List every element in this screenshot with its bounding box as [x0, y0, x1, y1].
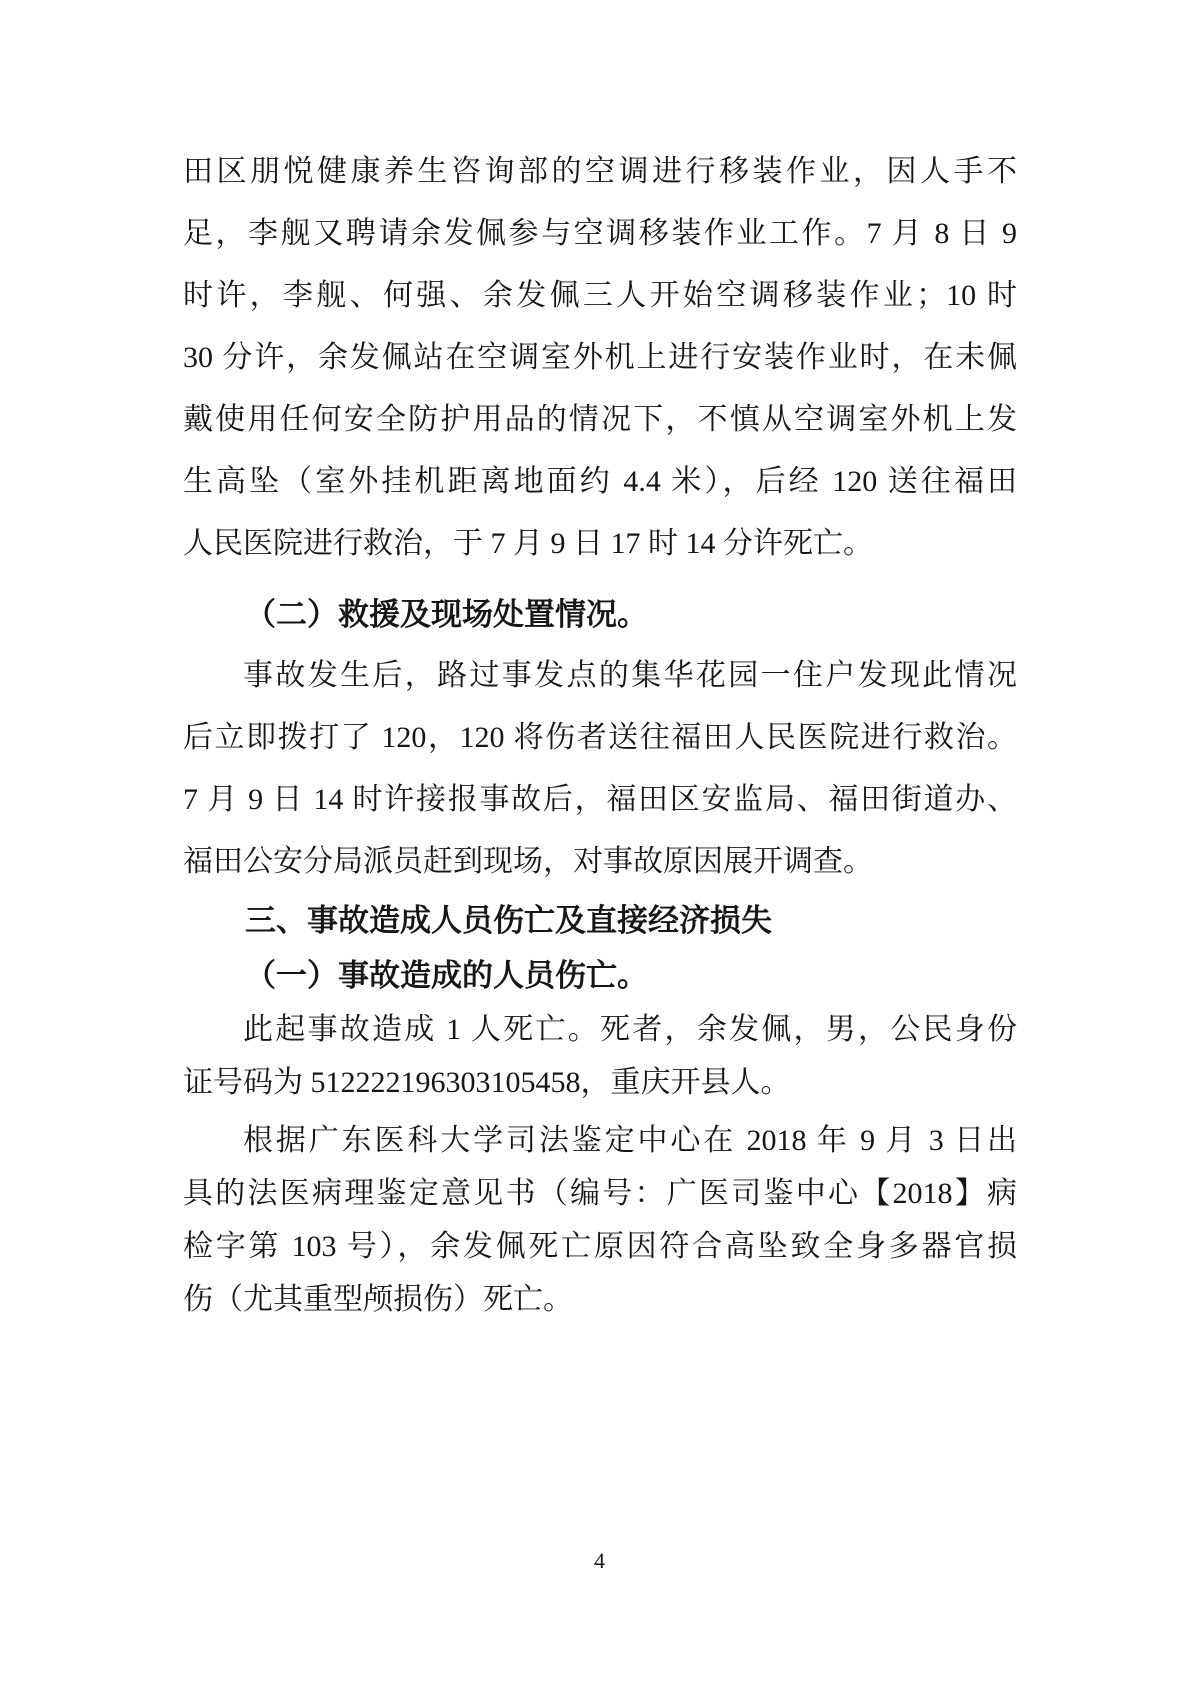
text-line: 生高坠（室外挂机距离地面约 4.4 米），后经 120 送往福田: [183, 465, 1017, 498]
text-line: 伤（尤其重型颅损伤）死亡。: [183, 1283, 573, 1316]
section-heading: [183, 948, 1017, 1003]
text-line: 田区朋悦健康养生咨询部的空调进行移装作业，因人手不: [183, 155, 1017, 188]
text-line: 福田公安分局派员赶到现场，对事故原因展开调查。: [183, 845, 873, 878]
section-heading: [183, 585, 1017, 645]
document-content: [183, 141, 1017, 1326]
paragraph: [183, 645, 1017, 893]
text-line: 戴使用任何安全防护用品的情况下，不慎从空调室外机上发: [183, 403, 1017, 436]
paragraph: [183, 141, 1017, 575]
text-line: 此起事故造成 1 人死亡。死者，余发佩，男，公民身份: [243, 1013, 1017, 1046]
paragraph: [183, 1114, 1017, 1326]
section-heading: [183, 893, 1017, 948]
text-line: （二）救援及现场处置情况。: [245, 597, 648, 632]
page-number: 4: [594, 1548, 605, 1573]
text-line: 时许，李舰、何强、余发佩三人开始空调移装作业；10 时: [183, 279, 1017, 312]
text-line: 人民医院进行救治，于 7 月 9 日 17 时 14 分许死亡。: [183, 527, 873, 560]
text-line: 证号码为 512222196303105458，重庆开县人。: [183, 1066, 791, 1099]
text-line: 根据广东医科大学司法鉴定中心在 2018 年 9 月 3 日出: [243, 1124, 1017, 1157]
page-footer: [0, 1548, 1199, 1574]
text-line: 足，李舰又聘请余发佩参与空调移装作业工作。7 月 8 日 9: [183, 217, 1017, 250]
text-line: 后立即拨打了 120，120 将伤者送往福田人民医院进行救治。: [183, 721, 1017, 754]
text-line: （一）事故造成的人员伤亡。: [245, 958, 648, 993]
text-line: 具的法医病理鉴定意见书（编号：广医司鉴中心【2018】病: [183, 1177, 1017, 1210]
paragraph: [183, 1003, 1017, 1109]
text-line: 30 分许，余发佩站在空调室外机上进行安装作业时，在未佩: [183, 341, 1017, 374]
text-line: 事故发生后，路过事发点的集华花园一住户发现此情况: [243, 659, 1017, 692]
text-line: 三、事故造成人员伤亡及直接经济损失: [245, 903, 772, 938]
text-line: 7 月 9 日 14 时许接报事故后，福田区安监局、福田街道办、: [183, 783, 1017, 816]
text-line: 检字第 103 号），余发佩死亡原因符合高坠致全身多器官损: [183, 1230, 1017, 1263]
